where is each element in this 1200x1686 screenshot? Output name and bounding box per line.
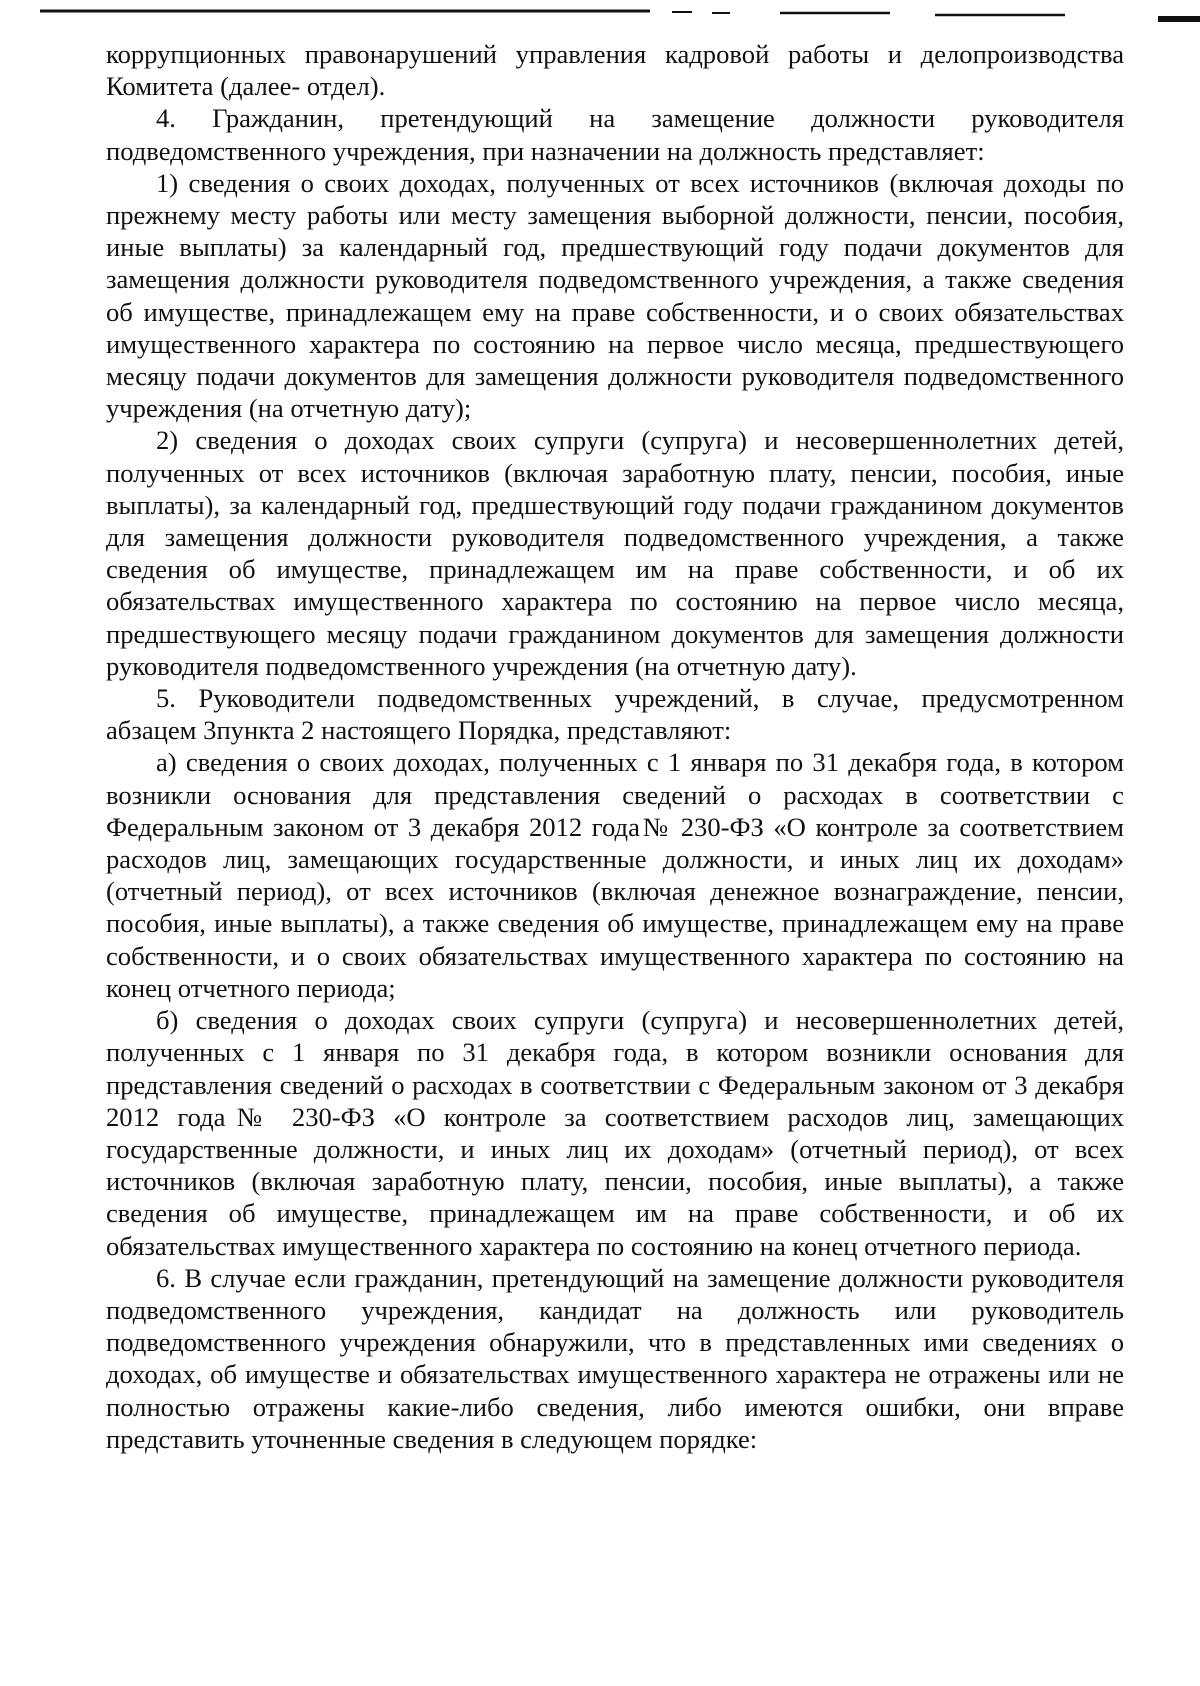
paragraph-item-4: 4. Гражданин, претендующий на замещение должности руководителя подведомственного учреждения, при назначении на должность представляет: bbox=[106, 103, 1124, 166]
paragraph-continuation: коррупционных правонарушений управления кадровой работы и делопроизводства Комитета (далее- отдел). bbox=[106, 39, 1124, 102]
paragraph-item-5: 5. Руководители подведомственных учреждений, в случае, предусмотренном абзацем 3пункта 2 настоящего Порядка, представляют: bbox=[106, 683, 1124, 746]
paragraph-item-6: 6. В случае если гражданин, претендующий на замещение должности руководителя подведомственного учреждения, кандидат на должность или руководитель подведомственного учреждения обнаружили, что в представленных ими сведениях о доходах, об имуществе и обязательствах имущественного характера не отражены или не полностью отражены какие-либо сведения, либо имеются ошибки, они вправе представить уточненные сведения в следующем порядке: bbox=[106, 1262, 1124, 1454]
paragraph-subitem-1: 1) сведения о своих доходах, полученных от всех источников (включая доходы по прежнему месту работы или месту замещения выборной должности, пенсии, пособия, иные выплаты) за календарный год, предшествующий году подачи документов для замещения должности руководителя подведомственного учреждения, а также сведения об имуществе, принадлежащем ему на праве собственности, и о своих обязательствах имущественного характера по состоянию на первое число месяца, предшествующего месяцу подачи документов для замещения должности руководителя подведомственного учреждения (на отчетную дату); bbox=[106, 167, 1124, 424]
paragraph-subitem-b: б) сведения о доходах своих супруги (супруга) и несовершеннолетних детей, полученных с 1 января по 31 декабря года, в котором возникли основания для представления сведений о расходах в соответствии с Федеральным законом от 3 декабря 2012 года№ 230-ФЗ «О контроле за соответствием расходов лиц, замещающих государственные должности, и иных лиц их доходам» (отчетный период), от всех источников (включая заработную плату, пенсии, пособия, иные выплаты), а также сведения об имуществе, принадлежащем им на праве собственности, и об их обязательствах имущественного характера по состоянию на конец отчетного периода. bbox=[106, 1005, 1124, 1261]
paragraph-subitem-2: 2) сведения о доходах своих супруги (супруга) и несовершеннолетних детей, полученных от всех источников (включая заработную плату, пенсии, пособия, иные выплаты), за календарный год, предшествующий году подачи гражданином документов для замещения должности руководителя подведомственного учреждения, а также сведения об имуществе, принадлежащем им на праве собственности, и об их обязательствах имущественного характера по состоянию на первое число месяца, предшествующего месяцу подачи гражданином документов для замещения должности руководителя подведомственного учреждения (на отчетную дату). bbox=[106, 425, 1124, 681]
paragraph-subitem-a: а) сведения о своих доходах, полученных с 1 января по 31 декабря года, в котором возникли основания для представления сведений о расходах в соответствии с Федеральным законом от 3 декабря 2012 года№ 230-ФЗ «О контроле за соответствием расходов лиц, замещающих государственные должности, и иных лиц их доходам» (отчетный период), от всех источников (включая денежное вознаграждение, пенсии, пособия, иные выплаты), а также сведения об имуществе, принадлежащем ему на праве собственности, и о своих обязательствах имущественного характера по состоянию на конец отчетного периода; bbox=[106, 747, 1124, 1003]
document-page bbox=[106, 38, 1124, 1455]
scan-edge-lines bbox=[0, 0, 1200, 30]
